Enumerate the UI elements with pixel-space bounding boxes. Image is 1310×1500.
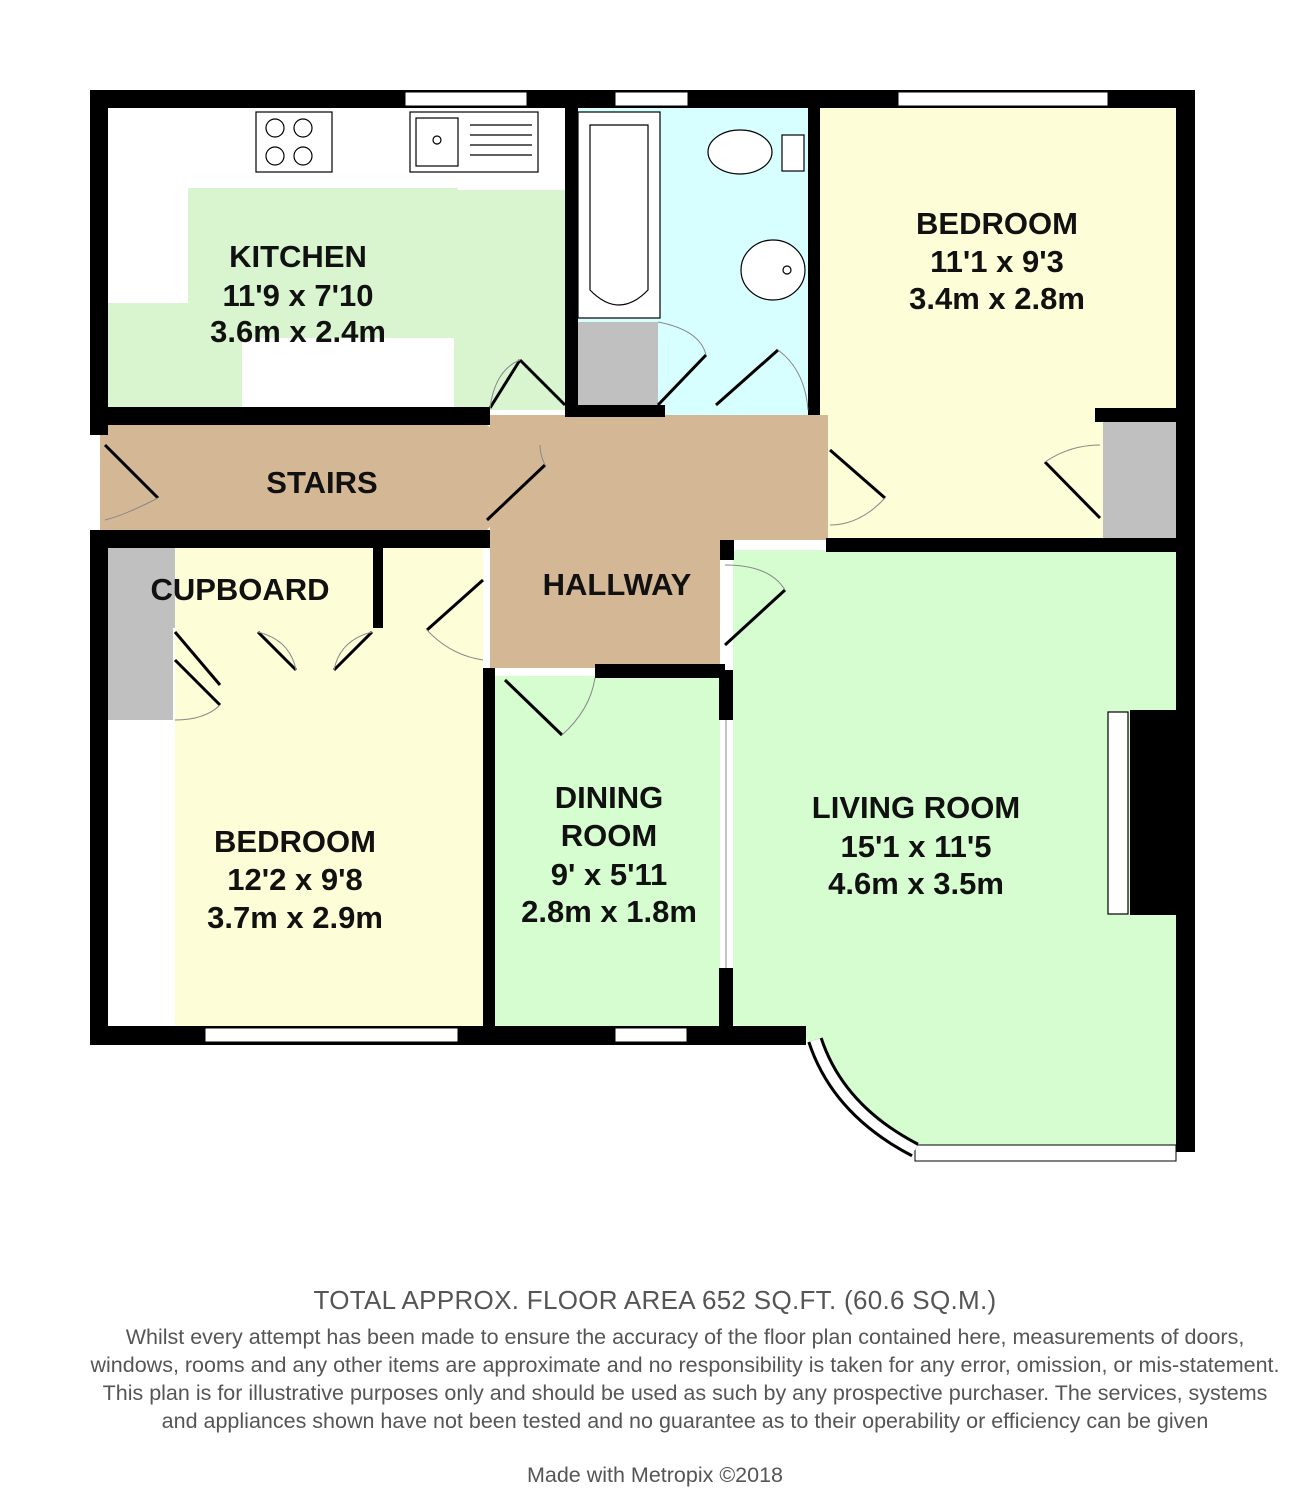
- dining-name-line2: ROOM: [560, 818, 658, 853]
- kitchen-worktop-left: [108, 108, 188, 303]
- bedroom-top-imperial: 11'1 x 9'3: [930, 244, 1064, 279]
- wall-kitchen-bath: [565, 108, 578, 410]
- bedroom-bottom-name: BEDROOM: [214, 824, 376, 859]
- wall-kitchen-bottom: [90, 407, 490, 425]
- bedroom-bottom-imperial: 12'2 x 9'8: [227, 862, 363, 897]
- wall-hall-bottom: [595, 664, 725, 678]
- wall-cupboard-right: [373, 548, 383, 628]
- wall-bath-bottom: [565, 405, 665, 417]
- dining-name-line1: DINING: [554, 780, 664, 815]
- wall-dining-living-low: [719, 968, 733, 1026]
- wall-stairs-bottom: [90, 530, 490, 548]
- wall-dining-living: [719, 670, 733, 720]
- dining-imperial: 9' x 5'11: [550, 857, 668, 892]
- cupboard-name: CUPBOARD: [150, 572, 330, 607]
- hob-icon: [256, 112, 332, 172]
- window-bay-straight: [915, 1145, 1176, 1161]
- fireplace-hearth: [1108, 712, 1128, 914]
- kitchen-name: KITCHEN: [229, 239, 367, 274]
- wall-bedroom-bottom: [826, 538, 1176, 552]
- wall-bedroom-right-stub: [1095, 408, 1176, 422]
- window-bedroom-bottom: [205, 1028, 458, 1042]
- wall-bedroom2-right: [483, 668, 495, 1026]
- window-kitchen: [405, 92, 527, 106]
- window-dining: [615, 1028, 687, 1042]
- kitchen-imperial: 11'9 x 7'10: [222, 278, 374, 313]
- cupboard-side: [108, 628, 173, 720]
- bedroom-top-name: BEDROOM: [916, 206, 1078, 241]
- bedroom-top-cupboard: [1103, 422, 1176, 538]
- chimney-breast: [1130, 710, 1176, 915]
- bathroom-cupboard: [578, 322, 658, 410]
- hallway-name: HALLWAY: [542, 567, 692, 602]
- sink-icon: [410, 112, 538, 172]
- bedroom-bottom-floor-top: [373, 548, 483, 628]
- wall-hall-living: [720, 540, 734, 560]
- wall-left-top: [90, 90, 108, 435]
- kitchen-metric: 3.6m x 2.4m: [210, 314, 386, 349]
- washbasin-icon: [741, 240, 805, 300]
- credit-text: Made with Metropix ©2018: [526, 1463, 784, 1487]
- living-imperial: 15'1 x 11'5: [840, 829, 992, 864]
- toilet-cistern: [782, 135, 804, 171]
- window-bathroom: [615, 92, 688, 106]
- stairs-name: STAIRS: [266, 465, 378, 500]
- toilet-icon: [708, 130, 772, 174]
- total-floor-area: TOTAL APPROX. FLOOR AREA 652 SQ.FT. (60.6 SQ.M.): [313, 1285, 997, 1315]
- living-metric: 4.6m x 3.5m: [828, 866, 1004, 901]
- wall-left-bottom: [90, 530, 108, 1045]
- wall-right: [1176, 90, 1195, 1152]
- bedroom-top-metric: 3.4m x 2.8m: [909, 281, 1085, 316]
- dining-metric: 2.8m x 1.8m: [521, 894, 697, 929]
- disclaimer-text: Whilst every attempt has been made to ensure the accuracy of the floor plan contained here, measurements of doors, windows, rooms and any other items are approximate and no responsibility is taken for any error, omission, or mis-statement. This plan is for illustrative purposes only and should be used as such by any prospective purchaser. The services, systems and appliances shown have not been tested and no guarantee as to their operability or efficiency can be given: [90, 1325, 1280, 1433]
- wall-bath-bedroom: [808, 108, 820, 415]
- living-name: LIVING ROOM: [811, 790, 1021, 825]
- bedroom-bottom-metric: 3.7m x 2.9m: [207, 900, 383, 935]
- window-bedroom-top: [898, 92, 1108, 106]
